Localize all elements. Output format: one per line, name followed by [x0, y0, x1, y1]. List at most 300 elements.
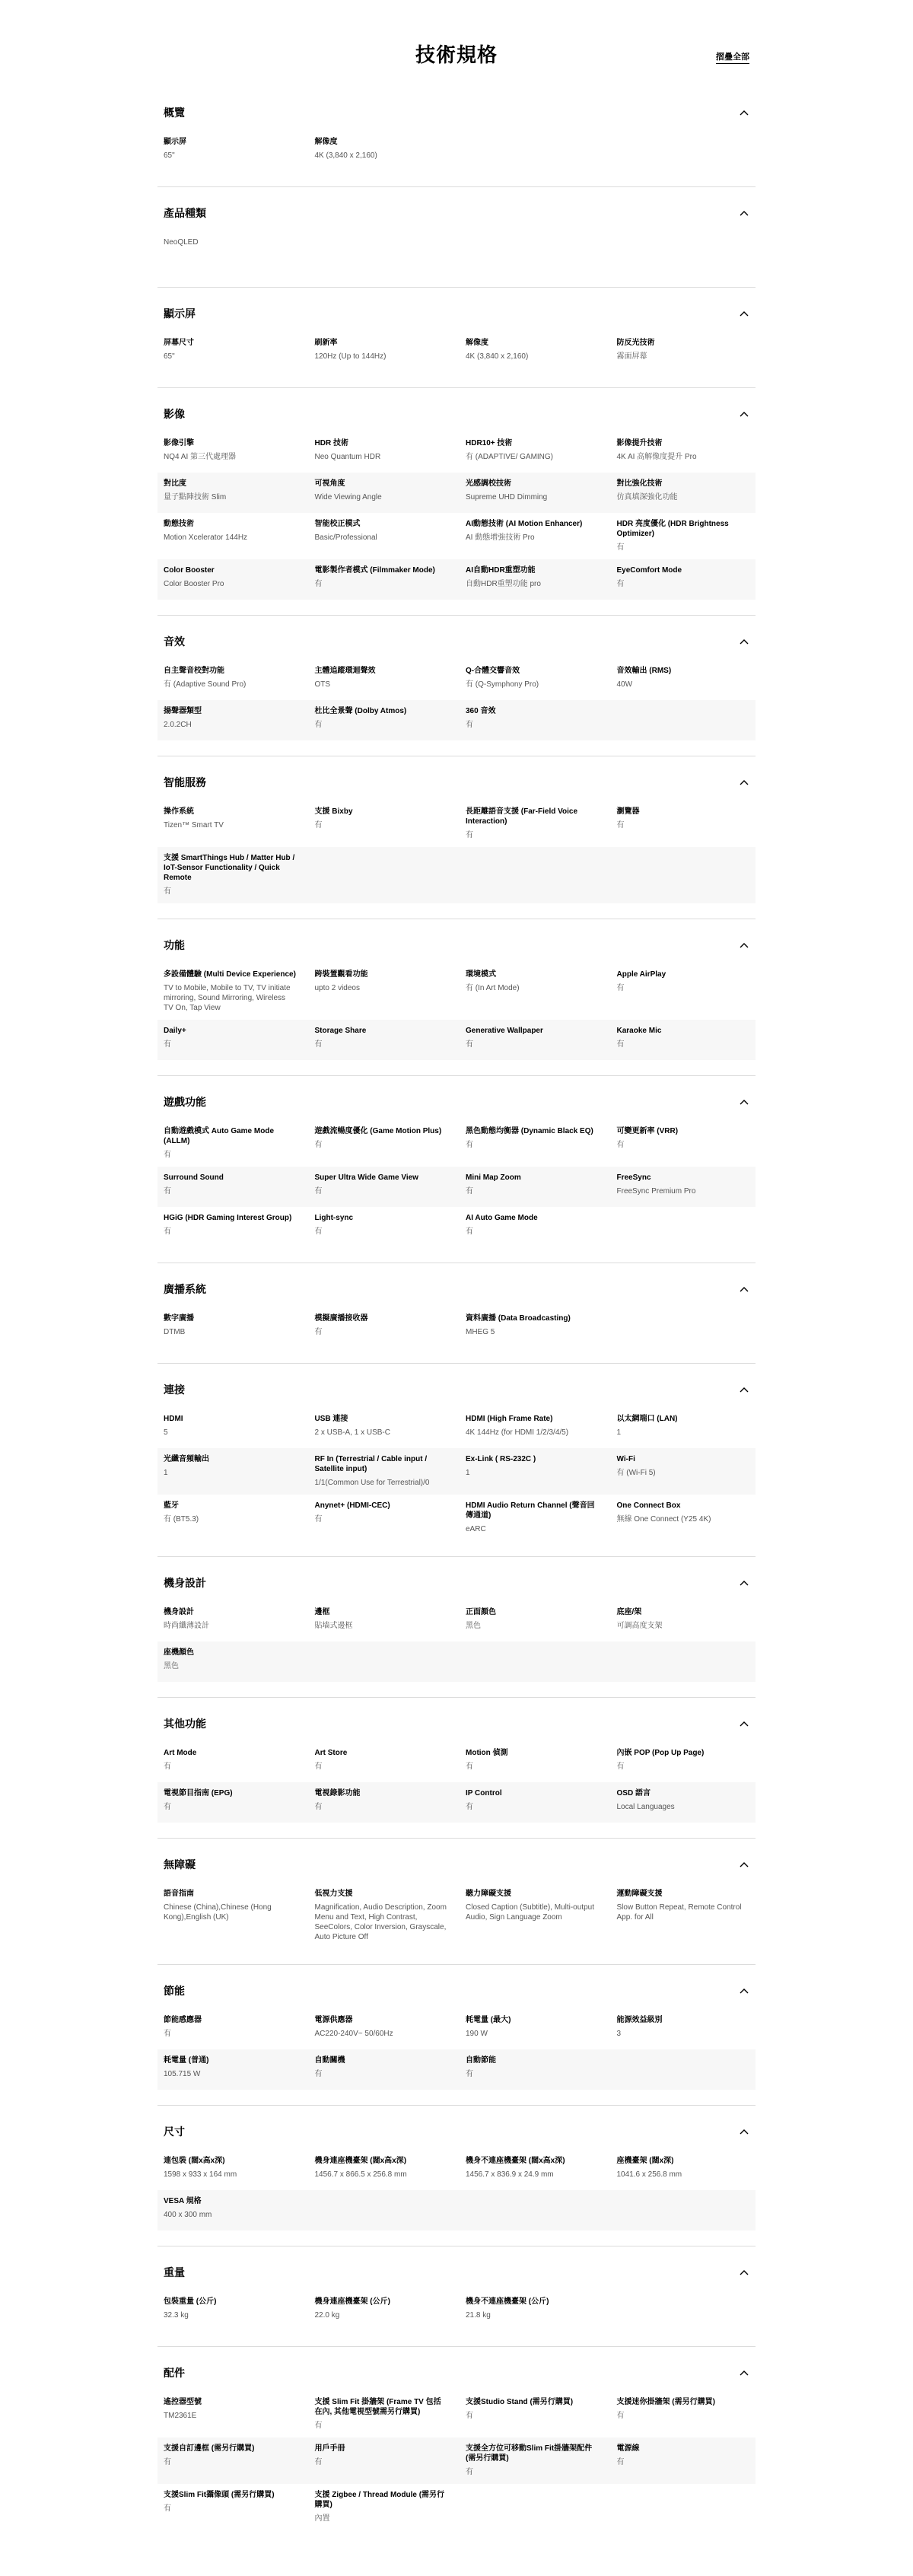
spec-value: 有 (In Art Mode)	[466, 984, 520, 992]
spec-value: Slow Button Repeat, Remote Control App. for All	[616, 1903, 742, 1922]
spec-row	[157, 1307, 756, 1348]
spec-label: 自動遊戲模式 Auto Game Mode (ALLM)	[164, 1127, 275, 1145]
chevron-up-icon[interactable]	[739, 2367, 749, 2378]
spec-label: 低視力支援	[314, 1890, 353, 1898]
spec-item	[617, 2397, 750, 2431]
spec-value: Chinese (China),Chinese (Hong Kong),English (UK)	[164, 1903, 272, 1922]
chevron-up-icon[interactable]	[739, 107, 749, 118]
chevron-up-icon[interactable]	[739, 1985, 749, 1996]
spec-value: 仿真填深強化功能	[616, 493, 678, 502]
section-title: 配件	[164, 2367, 185, 2379]
spec-item	[164, 1501, 297, 1534]
spec-label: Q-合體交響音效	[466, 667, 520, 675]
spec-row	[157, 2437, 756, 2484]
spec-section	[157, 2346, 756, 2546]
spec-label: 影像提升技術	[616, 439, 663, 447]
spec-label: 支援 Bixby	[314, 807, 353, 816]
spec-item	[466, 2015, 599, 2043]
section-header[interactable]	[157, 1716, 756, 1731]
spec-label: 自主聲音校對功能	[164, 667, 224, 675]
spec-label: 解像度	[314, 138, 338, 146]
spec-label: 對比度	[164, 479, 186, 488]
spec-row	[157, 2049, 756, 2090]
spec-row	[157, 1641, 756, 1682]
spec-value: 4K (3,840 x 2,160)	[466, 352, 529, 361]
spec-label: 動態技術	[164, 520, 194, 528]
spec-label: 顯示屏	[164, 138, 186, 146]
spec-value: 有	[164, 887, 171, 896]
chevron-up-icon[interactable]	[739, 1384, 749, 1395]
spec-value: 4K 144Hz (for HDMI 1/2/3/4/5)	[466, 1428, 569, 1437]
spec-item	[315, 137, 448, 164]
spec-value: 有 (Wi-Fi 5)	[616, 1469, 656, 1477]
spec-section	[157, 1363, 756, 1556]
spec-label: Light-sync	[314, 1214, 354, 1222]
spec-value: 可調高度支架	[616, 1622, 663, 1630]
spec-section	[157, 756, 756, 919]
spec-value: 1598 x 933 x 164 mm	[164, 2170, 237, 2179]
spec-label: HGiG (HDR Gaming Interest Group)	[164, 1214, 292, 1222]
chevron-up-icon[interactable]	[739, 409, 749, 419]
spec-value: 有	[314, 721, 323, 729]
spec-value: 22.0 kg	[314, 2311, 340, 2320]
spec-label: 智能校正模式	[314, 520, 361, 528]
spec-value: 有	[616, 2458, 625, 2466]
spec-item	[315, 338, 448, 365]
section-header[interactable]	[157, 2124, 756, 2139]
spec-row	[157, 1495, 756, 1541]
spec-item	[466, 438, 599, 466]
spec-label: Anynet+ (HDMI-CEC)	[314, 1501, 390, 1510]
spec-item	[466, 2397, 599, 2431]
spec-item	[617, 1173, 750, 1200]
spec-label: 音效輸出 (RMS)	[616, 667, 672, 675]
spec-item	[315, 1026, 448, 1053]
spec-value: 有 (Adaptive Sound Pro)	[164, 680, 247, 689]
spec-value: 有	[466, 831, 473, 839]
section-title: 顯示屏	[164, 307, 196, 320]
spec-value: AC220-240V~ 50/60Hz	[314, 2030, 393, 2038]
spec-value: 黑色	[466, 1622, 481, 1630]
spec-label: OSD 語言	[616, 1789, 651, 1797]
spec-value: eARC	[466, 1525, 486, 1533]
chevron-up-icon[interactable]	[739, 2126, 749, 2137]
spec-item	[466, 519, 599, 552]
spec-value: 2.0.2CH	[164, 721, 192, 729]
spec-item	[164, 2196, 297, 2224]
spec-item	[164, 2297, 297, 2324]
chevron-up-icon[interactable]	[739, 1097, 749, 1107]
section-header[interactable]	[157, 634, 756, 649]
spec-item	[164, 853, 297, 896]
spec-label: 能源效益級別	[616, 2016, 663, 2024]
chevron-up-icon[interactable]	[739, 1284, 749, 1294]
spec-label: Art Mode	[164, 1749, 197, 1757]
spec-value: 32.3 kg	[164, 2311, 189, 2320]
chevron-up-icon[interactable]	[739, 1859, 749, 1870]
spec-label: Super Ultra Wide Game View	[314, 1173, 418, 1182]
section-title: 智能服務	[164, 776, 206, 788]
spec-section	[157, 1697, 756, 1838]
spec-item	[315, 706, 448, 734]
spec-section	[157, 87, 756, 186]
spec-value: 有	[164, 1040, 171, 1049]
spec-label: 支援 SmartThings Hub / Matter Hub / IoT-Sensor Functionality / Quick Remote	[164, 854, 295, 882]
chevron-up-icon[interactable]	[739, 1718, 749, 1729]
spec-value: 有	[314, 821, 323, 829]
chevron-up-icon[interactable]	[739, 308, 749, 319]
spec-row	[157, 963, 756, 1020]
spec-item	[315, 970, 448, 1013]
spec-item	[164, 2156, 297, 2183]
spec-label: 黑色動態均衡器 (Dynamic Black EQ)	[466, 1127, 593, 1135]
spec-label: HDR 亮度優化 (HDR Brightness Optimizer)	[616, 520, 729, 538]
spec-value: 有	[314, 1141, 323, 1149]
section-title: 連接	[164, 1384, 185, 1396]
spec-label: HDR 技術	[314, 439, 348, 447]
spec-item	[164, 519, 297, 552]
spec-label: AI動態技術 (AI Motion Enhancer)	[466, 520, 583, 528]
section-title: 廣播系統	[164, 1283, 206, 1295]
spec-value: TM2361E	[164, 2412, 197, 2420]
spec-item	[315, 479, 448, 506]
spec-item	[164, 1889, 297, 1942]
spec-value: 65"	[164, 151, 175, 160]
spec-row	[157, 1408, 756, 1448]
spec-item	[164, 1213, 297, 1240]
section-header[interactable]	[157, 1983, 756, 1998]
spec-label: 自動節能	[466, 2056, 496, 2065]
spec-item	[164, 237, 297, 265]
spec-row	[157, 1782, 756, 1823]
chevron-up-icon[interactable]	[739, 636, 749, 647]
spec-item	[466, 666, 599, 693]
section-header[interactable]	[157, 2365, 756, 2380]
spec-label: 影像引擎	[164, 439, 194, 447]
section-title: 尺寸	[164, 2125, 185, 2138]
spec-label: HDMI	[164, 1415, 183, 1423]
spec-label: 電視節目指南 (EPG)	[164, 1789, 233, 1797]
spec-item	[617, 1889, 750, 1942]
spec-label: Ex-Link ( RS-232C )	[466, 1455, 536, 1463]
spec-item	[315, 519, 448, 552]
spec-value: 有	[616, 984, 625, 992]
spec-item	[617, 666, 750, 693]
spec-label: 藍牙	[164, 1501, 179, 1510]
spec-item	[617, 970, 750, 1013]
spec-item	[164, 1648, 297, 1675]
spec-value: 有	[314, 1187, 323, 1196]
spec-label: 支援自訂邊框 (需另行購買)	[164, 2444, 255, 2453]
section-header[interactable]	[157, 406, 756, 422]
spec-label: 底座/架	[616, 1608, 642, 1616]
section-header[interactable]	[157, 2265, 756, 2280]
spec-item	[466, 1213, 599, 1240]
spec-item	[315, 1213, 448, 1240]
spec-item	[617, 479, 750, 506]
spec-value: 有	[314, 1515, 323, 1524]
spec-item	[315, 1414, 448, 1441]
spec-item	[164, 1026, 297, 1053]
spec-row	[157, 1448, 756, 1495]
spec-label: 內嵌 POP (Pop Up Page)	[616, 1749, 705, 1757]
section-header[interactable]	[157, 1575, 756, 1590]
spec-item	[164, 1454, 297, 1488]
spec-item	[164, 1126, 297, 1160]
spec-label: 數字廣播	[164, 1314, 194, 1323]
spec-label: IP Control	[466, 1789, 502, 1797]
spec-item	[315, 2015, 448, 2043]
section-header[interactable]	[157, 1857, 756, 1872]
spec-row	[157, 1742, 756, 1782]
spec-row	[157, 473, 756, 513]
spec-value: 有	[616, 580, 625, 588]
collapse-all-link[interactable]: 摺疊全部	[716, 50, 749, 64]
section-title: 產品種類	[164, 207, 206, 219]
spec-item	[466, 2444, 599, 2477]
spec-item	[617, 1414, 750, 1441]
spec-value: 105.715 W	[164, 2070, 201, 2078]
spec-label: 連包裝 (闊x高x深)	[164, 2157, 225, 2165]
spec-item	[466, 1414, 599, 1441]
spec-label: 主體追蹤環迴聲效	[314, 667, 376, 675]
spec-label: EyeComfort Mode	[616, 566, 682, 575]
spec-value: 有	[616, 1762, 625, 1771]
spec-value: 霧面屏幕	[616, 352, 647, 361]
spec-value: 有	[466, 2468, 473, 2476]
spec-item	[315, 1126, 448, 1160]
spec-item	[164, 2444, 297, 2477]
spec-label: 支援Slim Fit攝像頭 (需另行購買)	[164, 2491, 275, 2499]
spec-section	[157, 1556, 756, 1697]
spec-value: 2 x USB-A, 1 x USB-C	[314, 1428, 390, 1437]
spec-row	[157, 2291, 756, 2331]
section-title: 遊戲功能	[164, 1096, 206, 1108]
spec-label: 環境模式	[466, 970, 496, 979]
section-header[interactable]	[157, 938, 756, 953]
spec-label: 屏幕尺寸	[164, 339, 194, 347]
spec-value: 內置	[314, 2514, 330, 2523]
spec-value: 有	[466, 1228, 473, 1236]
spec-value: 有	[466, 2070, 473, 2078]
spec-value: Motion Xcelerator 144Hz	[164, 533, 248, 542]
spec-item	[617, 1126, 750, 1160]
spec-value: 有	[314, 1040, 323, 1049]
section-header[interactable]	[157, 1382, 756, 1397]
spec-value: 21.8 kg	[466, 2311, 491, 2320]
spec-label: 360 音效	[466, 707, 496, 715]
spec-item	[164, 807, 297, 840]
spec-label: 機身連座機臺架 (闊x高x深)	[314, 2157, 407, 2165]
spec-value: 有	[466, 1141, 473, 1149]
spec-label: HDR10+ 技術	[466, 439, 513, 447]
spec-label: 機身不連座機臺架 (公斤)	[466, 2297, 549, 2306]
chevron-up-icon[interactable]	[739, 777, 749, 788]
spec-value: 400 x 300 mm	[164, 2211, 212, 2219]
spec-label: 支援 Slim Fit 掛牆架 (Frame TV 包括在內, 其他電視型號需另行購買)	[314, 2398, 441, 2416]
spec-row	[157, 660, 756, 700]
spec-item	[164, 438, 297, 466]
spec-item	[164, 338, 297, 365]
spec-value: Magnification, Audio Description, Zoom Menu and Text, High Contrast, SeeColors, Color Inversion, Grayscale, Auto Picture Off	[314, 1903, 447, 1941]
spec-item	[315, 2397, 448, 2431]
spec-value: 有	[616, 1141, 625, 1149]
spec-label: 機身連座機臺架 (公斤)	[314, 2297, 390, 2306]
spec-label: 刷新率	[314, 339, 338, 347]
spec-label: 機身設計	[164, 1608, 194, 1616]
spec-item	[617, 2156, 750, 2183]
spec-label: 座機顏色	[164, 1648, 194, 1657]
section-header[interactable]	[157, 775, 756, 790]
spec-value: 1041.6 x 256.8 mm	[616, 2170, 682, 2179]
spec-value: 4K AI 高解像度提升 Pro	[616, 453, 697, 461]
spec-label: 包裝重量 (公斤)	[164, 2297, 217, 2306]
spec-label: AI Auto Game Mode	[466, 1214, 538, 1222]
spec-label: 電源供應器	[314, 2016, 353, 2024]
spec-item	[164, 970, 297, 1013]
spec-section	[157, 919, 756, 1075]
spec-item	[164, 1414, 297, 1441]
spec-label: 防反光技術	[616, 339, 655, 347]
spec-item	[315, 1501, 448, 1534]
spec-label: One Connect Box	[616, 1501, 681, 1510]
chevron-up-icon[interactable]	[739, 1578, 749, 1588]
spec-label: 支援迷你掛牆架 (需另行購買)	[616, 2398, 715, 2406]
spec-value: 有	[164, 1187, 171, 1196]
spec-row	[157, 2009, 756, 2049]
spec-item	[164, 2397, 297, 2431]
spec-row	[157, 231, 756, 272]
spec-value: 1	[616, 1428, 622, 1437]
spec-label: 瀏覽器	[616, 807, 640, 816]
section-header[interactable]	[157, 1094, 756, 1110]
spec-value: OTS	[314, 680, 331, 689]
spec-label: Art Store	[314, 1749, 348, 1757]
section-title: 機身設計	[164, 1577, 206, 1589]
spec-value: 1	[466, 1469, 470, 1477]
spec-item	[617, 1501, 750, 1534]
spec-item	[164, 2490, 297, 2523]
spec-item	[164, 565, 297, 593]
spec-section	[157, 1075, 756, 1263]
spec-label: 模擬廣播接收器	[314, 1314, 368, 1323]
spec-row	[157, 432, 756, 473]
spec-item	[617, 1026, 750, 1053]
spec-item	[315, 2490, 448, 2523]
spec-item	[164, 1748, 297, 1775]
spec-row	[157, 1883, 756, 1949]
section-header[interactable]	[157, 1282, 756, 1297]
spec-value: 1	[164, 1469, 168, 1477]
spec-value: 有	[314, 580, 323, 588]
chevron-up-icon[interactable]	[739, 2267, 749, 2278]
spec-header	[157, 40, 756, 70]
chevron-up-icon[interactable]	[739, 940, 749, 950]
spec-item	[315, 2055, 448, 2083]
spec-item	[617, 1748, 750, 1775]
spec-item	[164, 2055, 297, 2083]
spec-value: 無線 One Connect (Y25 4K)	[616, 1515, 711, 1524]
spec-value: 有	[314, 1803, 323, 1811]
spec-label: 解像度	[466, 339, 488, 347]
spec-label: 可視角度	[314, 479, 345, 488]
spec-label: 節能感應器	[164, 2016, 202, 2024]
spec-value: upto 2 videos	[314, 984, 360, 992]
spec-item	[466, 2156, 599, 2183]
spec-label: 語音指南	[164, 1890, 194, 1898]
spec-value: 有	[616, 2412, 625, 2420]
spec-label: Karaoke Mic	[616, 1027, 662, 1035]
spec-label: 支援 Zigbee / Thread Module (需另行購買)	[314, 2491, 445, 2509]
spec-value: 5	[164, 1428, 168, 1437]
spec-value: NQ4 AI 第三代處理器	[164, 453, 237, 461]
spec-section	[157, 287, 756, 387]
spec-item	[315, 666, 448, 693]
spec-label: 操作系統	[164, 807, 194, 816]
spec-label: 邊框	[314, 1608, 330, 1616]
section-header[interactable]	[157, 205, 756, 221]
spec-label: 正面顏色	[466, 1608, 496, 1616]
spec-value: 120Hz (Up to 144Hz)	[314, 352, 387, 361]
spec-value: 有	[314, 2422, 323, 2430]
spec-value: 1456.7 x 866.5 x 256.8 mm	[314, 2170, 407, 2179]
spec-item	[164, 706, 297, 734]
spec-label: Mini Map Zoom	[466, 1173, 521, 1182]
spec-value: 190 W	[466, 2030, 488, 2038]
spec-value: DTMB	[164, 1328, 186, 1336]
spec-value: 1/1(Common Use for Terrestrial)/0	[314, 1479, 430, 1487]
section-header[interactable]	[157, 306, 756, 321]
spec-label: 光纖音頻輸出	[164, 1455, 209, 1463]
spec-item	[164, 666, 297, 693]
spec-item	[315, 2297, 448, 2324]
spec-label: 資料廣播 (Data Broadcasting)	[466, 1314, 571, 1323]
spec-value: 40W	[616, 680, 633, 689]
spec-item	[466, 1748, 599, 1775]
spec-label: 支援全方位可移動Slim Fit掛牆架配件 (需另行購買)	[466, 2444, 593, 2463]
spec-item	[164, 2015, 297, 2043]
section-header[interactable]	[157, 105, 756, 120]
spec-value: 有 (ADAPTIVE/ GAMING)	[466, 453, 554, 461]
spec-value: 有	[314, 2070, 323, 2078]
spec-row	[157, 332, 756, 372]
spec-label: 支援Studio Stand (需另行購買)	[466, 2398, 574, 2406]
chevron-up-icon[interactable]	[739, 208, 749, 218]
spec-item	[617, 338, 750, 365]
spec-value: 黑色	[164, 1662, 179, 1670]
spec-row	[157, 1167, 756, 1207]
spec-label: Motion 偵測	[466, 1749, 508, 1757]
spec-label: 杜比全景聲 (Dolby Atmos)	[314, 707, 407, 715]
spec-value: Supreme UHD Dimming	[466, 493, 548, 502]
spec-value: 4K (3,840 x 2,160)	[314, 151, 377, 160]
page-title: 技術規格	[415, 43, 498, 66]
spec-label: 聽力障礙支援	[466, 1890, 511, 1898]
spec-label: 長距離語音支援 (Far-Field Voice Interaction)	[466, 807, 578, 826]
spec-label: HDMI (High Frame Rate)	[466, 1415, 553, 1423]
spec-item	[466, 1889, 599, 1942]
spec-label: Daily+	[164, 1027, 186, 1035]
spec-label: 光感調校技術	[466, 479, 511, 488]
spec-label: 運動障礙支援	[616, 1890, 663, 1898]
spec-sections	[0, 87, 913, 2546]
spec-value: 65"	[164, 352, 175, 361]
spec-value: Local Languages	[616, 1803, 675, 1811]
spec-value: 有	[466, 1040, 473, 1049]
spec-label: FreeSync	[616, 1173, 651, 1182]
spec-label: 遙控器型號	[164, 2398, 202, 2406]
spec-value: 有	[164, 1803, 171, 1811]
